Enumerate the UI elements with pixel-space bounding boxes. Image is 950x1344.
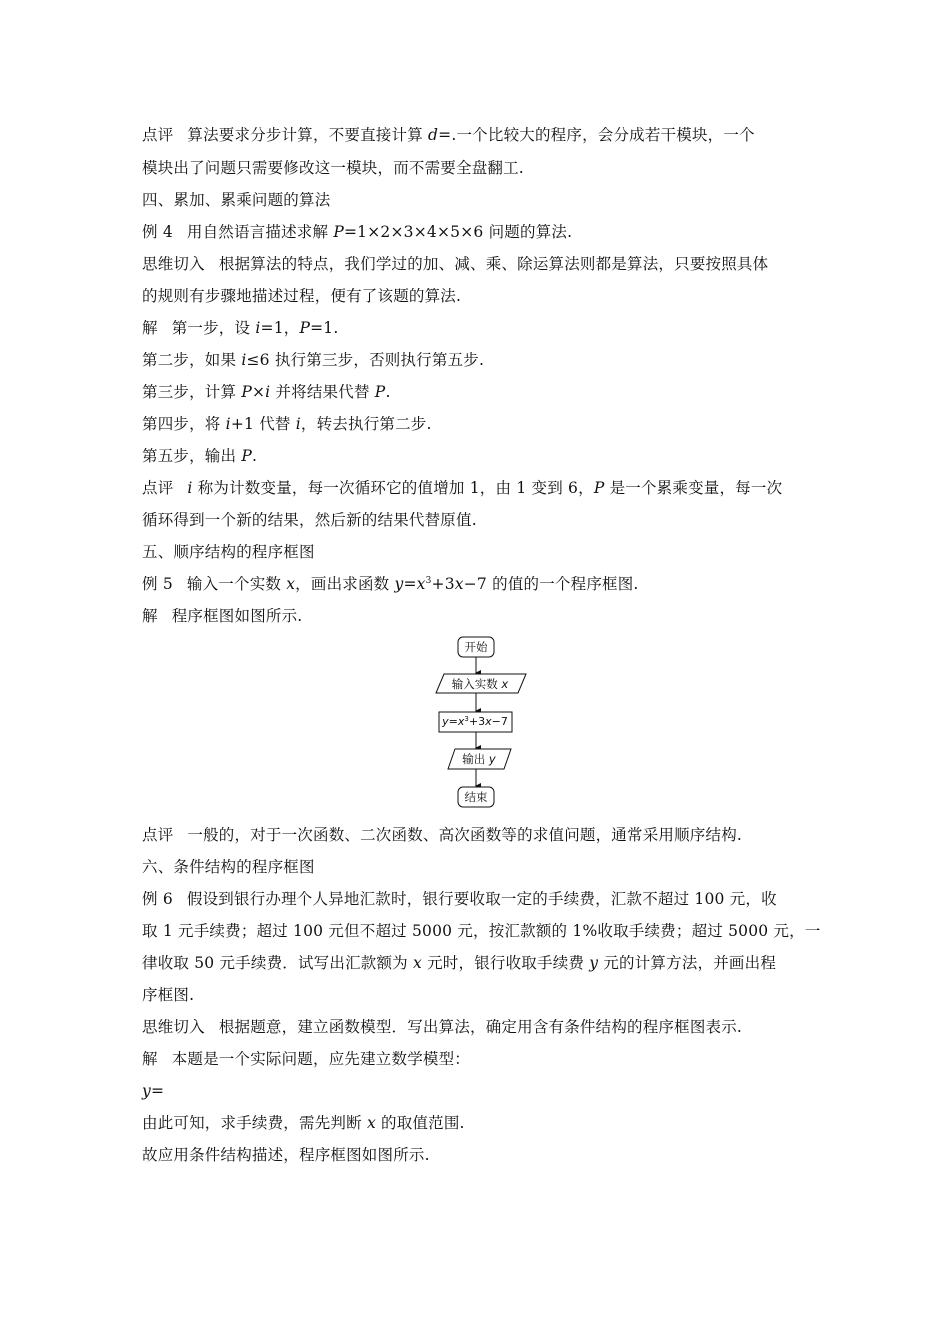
solution-4-step-1: 解 第一步，设 i=1，P=1. xyxy=(142,319,339,337)
remark-label: 点评 xyxy=(142,826,174,844)
solution-6-line-3: 由此可知，求手续费，需先判断 x 的取值范围. xyxy=(142,1114,465,1132)
solution-label: 解 xyxy=(142,1050,158,1068)
thinking-1-line-1: 思维切入 根据算法的特点，我们学过的加、减、乘、除运算法则都是算法，只要按照具体 xyxy=(142,255,769,273)
solution-4-step-3: 第三步，计算 P×i 并将结果代替 P. xyxy=(142,383,391,401)
section-heading-6: 六、条件结构的程序框图 xyxy=(142,858,315,876)
process-label: $y=x^3+3x-7$ xyxy=(442,715,508,728)
solution-4-step-2: 第二步，如果 i≤6 执行第三步，否则执行第五步. xyxy=(142,351,485,369)
sequence-flowchart xyxy=(422,630,532,810)
thinking-2: 思维切入 根据题意，建立函数模型．写出算法，确定用含有条件结构的程序框图表示. xyxy=(142,1018,743,1036)
example-6-line-4: 序框图. xyxy=(142,986,195,1004)
solution-4-step-5: 第五步，输出 P. xyxy=(142,447,258,465)
remark-label: 点评 xyxy=(142,126,174,144)
thinking-label: 思维切入 xyxy=(142,255,205,273)
thinking-1-line-2: 的规则有步骤地描述过程，便有了该题的算法. xyxy=(142,287,462,305)
remark-1-line-1: 点评 算法要求分步计算，不要直接计算 d=.一个比较大的程序，会分成若干模块，一个 xyxy=(142,126,755,144)
solution-6-line-4: 故应用条件结构描述，程序框图如图所示. xyxy=(142,1146,430,1164)
example-5: 例 5 输入一个实数 x，画出求函数 $y=x^3+3x-7$ 的值的一个程序框图. xyxy=(142,575,639,593)
example-label: 例 6 xyxy=(142,890,173,908)
solution-label: 解 xyxy=(142,607,158,625)
remark-3: 点评 一般的，对于一次函数、二次函数、高次函数等的求值问题，通常采用顺序结构. xyxy=(142,826,743,844)
end-label: 结束 xyxy=(464,790,488,804)
solution-5: 解 程序框图如图所示. xyxy=(142,607,303,625)
example-6-line-2: 取 1 元手续费；超过 100 元但不超过 5000 元，按汇款额的 1%收取手续费；超过 5000 元，一 xyxy=(142,922,821,940)
remark-1-line-2: 模块出了问题只需要修改这一模块，而不需要全盘翻工. xyxy=(142,159,524,177)
remark-2-line-2: 循环得到一个新的结果，然后新的结果代替原值. xyxy=(142,511,477,529)
section-heading-5: 五、顺序结构的程序框图 xyxy=(142,543,315,561)
example-4: 例 4 用自然语言描述求解 P=1×2×3×4×5×6 问题的算法. xyxy=(142,223,573,241)
section-heading-4: 四、累加、累乘问题的算法 xyxy=(142,191,331,209)
example-label: 例 4 xyxy=(142,223,173,241)
remark-label: 点评 xyxy=(142,479,174,497)
remark-2-line-1: 点评 i 称为计数变量，每一次循环它的值增加 1，由 1 变到 6，P 是一个累乘变量，每一次 xyxy=(142,479,783,497)
example-label: 例 5 xyxy=(142,575,173,593)
input-label: 输入实数 x xyxy=(451,677,509,691)
solution-6-formula: y= xyxy=(142,1082,165,1100)
solution-6-line-1: 解 本题是一个实际问题，应先建立数学模型： xyxy=(142,1050,471,1068)
example-6-line-1: 例 6 假设到银行办理个人异地汇款时，银行要收取一定的手续费，汇款不超过 100 元，收 xyxy=(142,890,777,908)
solution-4-step-4: 第四步，将 i+1 代替 i，转去执行第二步. xyxy=(142,415,432,433)
thinking-label: 思维切入 xyxy=(142,1018,205,1036)
solution-label: 解 xyxy=(142,319,158,337)
start-label: 开始 xyxy=(464,640,488,654)
output-label: 输出 y xyxy=(462,752,496,766)
example-6-line-3: 律收取 50 元手续费．试写出汇款额为 x 元时，银行收取手续费 y 元的计算方法，并画出程 xyxy=(142,954,777,972)
